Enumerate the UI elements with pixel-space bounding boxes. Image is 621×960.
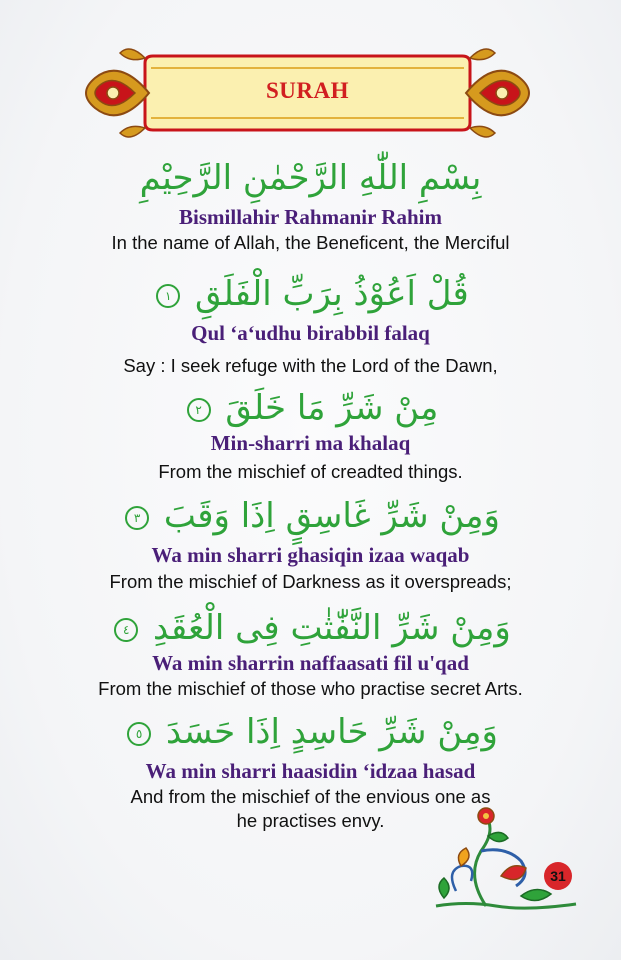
arabic-verse: [0, 712, 621, 752]
ayah-number-icon: ١: [156, 284, 180, 308]
ayah-number-icon: ٣: [125, 506, 149, 530]
arabic-verse: [0, 158, 621, 198]
ayah-number-icon: ٢: [187, 398, 211, 422]
transliteration: Wa min sharri ghasiqin izaa waqab: [151, 543, 470, 567]
translation: From the mischief of Darkness as it overspreads;: [109, 571, 512, 592]
arabic-text: وَمِنْ شَرِّ حَاسِدٍ اِذَا حَسَدَ: [165, 712, 498, 752]
translation-line-2: he practises envy.: [236, 810, 385, 831]
arabic-text: مِنْ شَرِّ مَا خَلَقَ: [225, 388, 439, 428]
translation: From the mischief of those who practise secret Arts.: [98, 678, 523, 699]
transliteration: Wa min sharrin naffaasati fil u'qad: [152, 651, 469, 675]
arabic-verse: [0, 388, 621, 428]
arabic-verse: [0, 496, 621, 536]
ayah-number-icon: ٤: [114, 618, 138, 642]
ayah-number-icon: ٥: [127, 722, 151, 746]
translation-line-1: And from the mischief of the envious one as: [130, 786, 491, 807]
transliteration: Wa min sharri haasidin ‘idzaa hasad: [145, 759, 476, 783]
arabic-verse: [0, 608, 621, 648]
arabic-text: قُلْ اَعُوْذُ بِرَبِّ الْفَلَقِ: [195, 274, 469, 314]
surah-title-banner: [75, 38, 540, 148]
transliteration: Min-sharri ma khalaq: [210, 431, 411, 455]
transliteration: Bismillahir Rahmanir Rahim: [179, 205, 442, 229]
arabic-verse: [0, 274, 621, 314]
translation: From the mischief of creadted things.: [158, 461, 463, 482]
transliteration: Qul ‘a‘udhu birabbil falaq: [191, 321, 430, 345]
page-title: SURAH: [265, 78, 349, 103]
arabic-text: بِسْمِ اللّٰهِ الرَّحْمٰنِ الرَّحِيْمِ: [139, 158, 482, 198]
translation: In the name of Allah, the Beneficent, the Merciful: [111, 232, 510, 253]
page-number-badge: 31: [544, 862, 572, 890]
floral-vine-icon: [426, 806, 586, 916]
arabic-text: وَمِنْ شَرِّ غَاسِقٍ اِذَا وَقَبَ: [163, 496, 500, 536]
arabic-text: وَمِنْ شَرِّ النَّفّٰثٰتِ فِى الْعُقَدِ: [153, 608, 511, 648]
translation: Say : I seek refuge with the Lord of the Dawn,: [123, 355, 498, 376]
